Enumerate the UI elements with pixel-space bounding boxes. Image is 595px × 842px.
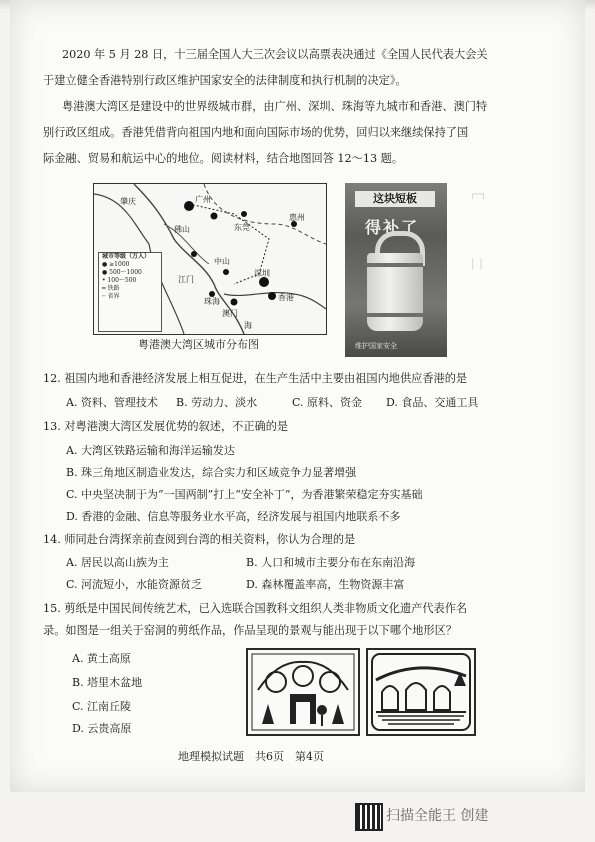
q13-option-b: B. 珠三角地区制造业发达，综合实力和区域竞争力显著增强 bbox=[66, 466, 357, 479]
map-label-zhuhai: 珠海 bbox=[204, 297, 220, 306]
q13-option-a: A. 大湾区铁路运输和海洋运输发达 bbox=[66, 444, 235, 457]
paper-cut-cave-arches-icon bbox=[368, 650, 474, 734]
q12-option-b: B. 劳动力、淡水 bbox=[176, 396, 258, 409]
intro-line-4: 别行政区组成。香港凭借背向祖国内地和面向国际市场的优势，回归以来继续保持了国 bbox=[43, 126, 469, 139]
q12-option-d: D. 食品、交通工具 bbox=[386, 396, 479, 409]
paper-cut-cave-dwelling-icon bbox=[248, 650, 358, 734]
scanner-watermark: 扫描全能王 创建 bbox=[386, 808, 489, 824]
map-label-shenzhen: 深圳 bbox=[254, 269, 270, 278]
legend-item-3: • 100～500 bbox=[102, 277, 137, 284]
map-caption: 粤港澳大湾区城市分布图 bbox=[138, 338, 259, 351]
q15-option-d: D. 云贵高原 bbox=[72, 722, 132, 735]
bay-area-map bbox=[93, 183, 327, 335]
legend-item-4: ━ 铁路 bbox=[102, 285, 120, 292]
q15-option-a: A. 黄土高原 bbox=[72, 652, 131, 665]
qr-code-icon bbox=[355, 803, 383, 831]
bleed-through-mark: │ │ bbox=[470, 260, 484, 270]
legend-item-5: ┄ 省界 bbox=[102, 293, 120, 300]
legend-title: 城市等级（万人） bbox=[102, 253, 151, 260]
q15-stem-line-1: 15. 剪纸是中国民间传统艺术，已入选联合国教科文组织人类非物质文化遗产代表作名 bbox=[43, 602, 468, 615]
bleed-through-mark: ┌─┐ bbox=[470, 190, 487, 200]
map-label-dongguan: 东莞 bbox=[234, 223, 250, 232]
q12-option-c: C. 原料、资金 bbox=[292, 396, 363, 409]
q13-option-d: D. 香港的金融、信息等服务业水平高，经济发展与祖国内地联系不多 bbox=[66, 510, 401, 523]
q13-option-c: C. 中央坚决制于为“一国两制”打上“安全补丁”，为香港繁荣稳定夯实基础 bbox=[66, 488, 423, 501]
q15-option-b: B. 塔里木盆地 bbox=[72, 676, 143, 689]
map-label-hongkong: 香港 bbox=[278, 293, 294, 302]
paper-cut-image-1 bbox=[246, 648, 360, 736]
poster-banner: 这块短板 bbox=[355, 191, 435, 207]
q14-option-b: B. 人口和城市主要分布在东南沿海 bbox=[246, 556, 416, 569]
map-label-macao: 澳门 bbox=[222, 309, 238, 318]
q15-stem-line-2: 录。如图是一组关于窑洞的剪纸作品，作品呈现的景观与能出现于以下哪个地形区？ bbox=[43, 624, 457, 637]
q12-option-a: A. 资料、管理技术 bbox=[66, 396, 158, 409]
map-label-zhaoqing: 肇庆 bbox=[120, 197, 136, 206]
page-footer: 地理模拟试题 共6页 第4页 bbox=[178, 750, 324, 763]
map-label-foshan: 佛山 bbox=[174, 225, 190, 234]
intro-line-5: 际金融、贸易和航运中心的地位。阅读材料，结合地图回答 12～13 题。 bbox=[43, 152, 404, 165]
map-label-sea: 海 bbox=[244, 321, 252, 330]
map-label-guangzhou: 广州 bbox=[195, 195, 211, 204]
map-label-jiangmen: 江门 bbox=[178, 275, 194, 284]
security-poster bbox=[345, 183, 447, 357]
q14-option-d: D. 森林覆盖率高，生物资源丰富 bbox=[246, 578, 405, 591]
intro-line-1: 2020 年 5 月 28 日，十三届全国人大三次会议以高票表决通过《全国人民代表大会关 bbox=[62, 48, 488, 61]
q15-option-c: C. 江南丘陵 bbox=[72, 700, 132, 713]
q14-option-c: C. 河流短小，水能资源贫乏 bbox=[66, 578, 203, 591]
legend-item-2: ● 500～1000 bbox=[102, 269, 142, 276]
wooden-bucket-icon bbox=[367, 253, 423, 331]
map-label-huizhou: 惠州 bbox=[289, 213, 305, 222]
legend-item-1: ● ≥1000 bbox=[102, 261, 130, 268]
map-legend bbox=[98, 252, 162, 332]
q13-stem: 13. 对粤港澳大湾区发展优势的叙述，不正确的是 bbox=[43, 420, 289, 433]
q14-option-a: A. 居民以高山族为主 bbox=[66, 556, 169, 569]
poster-label: 维护国家安全 bbox=[355, 342, 397, 350]
intro-line-3: 粤港澳大湾区是建设中的世界级城市群，由广州、深圳、珠海等九城市和香港、澳门特 bbox=[62, 100, 488, 113]
q12-stem: 12. 祖国内地和香港经济发展上相互促进，在生产生活中主要由祖国内地供应香港的是 bbox=[43, 372, 468, 385]
q14-stem: 14. 师同赴台湾探亲前查阅到台湾的相关资料，你认为合理的是 bbox=[43, 533, 356, 546]
intro-line-2: 于建立健全香港特别行政区维护国家安全的法律制度和执行机制的决定》。 bbox=[43, 74, 407, 87]
poster-slogan: 得补了 bbox=[365, 218, 420, 237]
paper-cut-image-2 bbox=[366, 648, 476, 736]
map-label-zhongshan: 中山 bbox=[214, 257, 230, 266]
